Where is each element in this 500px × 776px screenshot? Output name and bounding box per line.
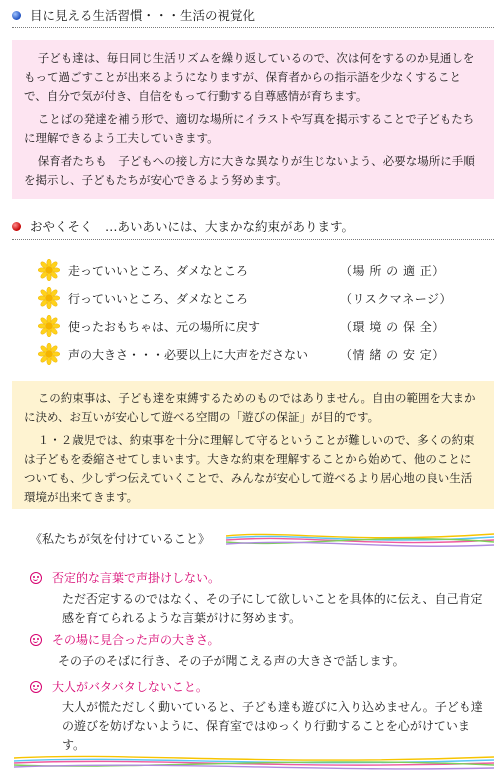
rule-item: [38, 256, 488, 284]
rule-item: [38, 312, 488, 340]
rule-tag: （環 境 の 保 全）: [340, 319, 445, 334]
yellow-flower-icon: [38, 259, 60, 281]
point-item: [30, 678, 492, 755]
point-body: ただ否定するのではなく、その子にして欲しいことを具体的に伝え、自己肯定感を育てられるような言葉がけに努めます。: [62, 592, 483, 625]
section2-heading: おやくそく …あいあいには、大まかな約束があります。: [30, 219, 355, 234]
point-title-row: [30, 631, 492, 648]
rule-text: 走っていいところ、ダメなところ: [68, 263, 249, 278]
rule-text: 行っていいところ、ダメなところ: [68, 291, 249, 306]
point-title: 否定的な言葉で声掛けしない。: [52, 571, 221, 585]
section1-heading: 目に見える生活習慣・・・生活の視覚化: [30, 8, 256, 23]
yellow-flower-icon: [38, 343, 60, 365]
red-bullet-icon: [12, 222, 21, 231]
rule-item: [38, 284, 488, 312]
rule-tag: （リスクマネージ）: [340, 291, 453, 306]
rules-list: [38, 256, 488, 368]
point-title: その場に見合った声の大きさ。: [52, 633, 220, 647]
point-item: [30, 569, 492, 628]
yellow-flower-icon: [38, 287, 60, 309]
rainbow-wave-decoration: [226, 528, 494, 550]
rule-tag: （情 緒 の 安 定）: [340, 347, 445, 362]
section1-paragraph: 子ども達は、毎日同じ生活リズムを繰り返しているので、次は何をするのか見通しをもって過ごすことが出来るようになりますが、保育者からの指示語を少なくすることで、自分で気が付き、自信をもって行動する自尊感情が育ちます。: [24, 51, 475, 103]
section2-heading-row: [12, 217, 492, 235]
rule-text: 声の大きさ・・・必要以上に大声をださない: [68, 347, 309, 362]
section2-box: [12, 381, 494, 509]
point-body: その子のそばに行き、その子が聞こえる声の大きさで話します。: [58, 654, 405, 668]
point-body: 大人が慌ただしく動いていると、子ども達も遊びに入り込めません。子ども達の遊びを妨げないように、保育室ではゆっくり行動することを心がけています。: [62, 700, 483, 752]
rainbow-wave-footer: [14, 752, 494, 772]
smiley-icon: [30, 634, 42, 646]
point-title-row: [30, 678, 492, 695]
smiley-icon: [30, 572, 42, 584]
point-item: [30, 631, 492, 671]
section1-divider: [12, 27, 494, 28]
yellow-flower-icon: [38, 315, 60, 337]
section1-paragraph: 保育者たちも 子どもへの接し方に大きな異なりが生じないよう、必要な場所に手順を掲示し、子どもたちが安心できるよう努めます。: [24, 154, 475, 187]
section1-paragraph: ことばの発達を補う形で、適切な場所にイラストや写真を掲示することで子どもたちに理解できるよう工夫していきます。: [24, 112, 475, 145]
point-title-row: [30, 569, 492, 586]
section3-heading: 《私たちが気を付けていること》: [30, 532, 211, 546]
rule-item: [38, 340, 488, 368]
section2-paragraph: この約束事は、子ども達を束縛するためのものではありません。自由の範囲を大まかに決め、お互いが安心して遊べる空間の「遊びの保証」が目的です。: [24, 391, 476, 424]
blue-bullet-icon: [12, 11, 21, 20]
smiley-icon: [30, 681, 42, 693]
section1-heading-row: [12, 6, 492, 24]
section1-box: [12, 40, 494, 199]
point-title: 大人がバタバタしないこと。: [52, 680, 208, 694]
section2-paragraph: １・２歳児では、約束事を十分に理解して守るということが難しいので、多くの約束は子どもを委縮させてしまいます。大きな約束を理解することから始めて、他のことについても、少しずつ伝えていくことで、みんなが安心して遊べるより居心地の良い生活環境が出来てきます。: [24, 433, 475, 504]
rule-tag: （場 所 の 適 正）: [340, 263, 445, 278]
rule-text: 使ったおもちゃは、元の場所に戻す: [68, 319, 261, 334]
section2-divider: [12, 239, 494, 240]
